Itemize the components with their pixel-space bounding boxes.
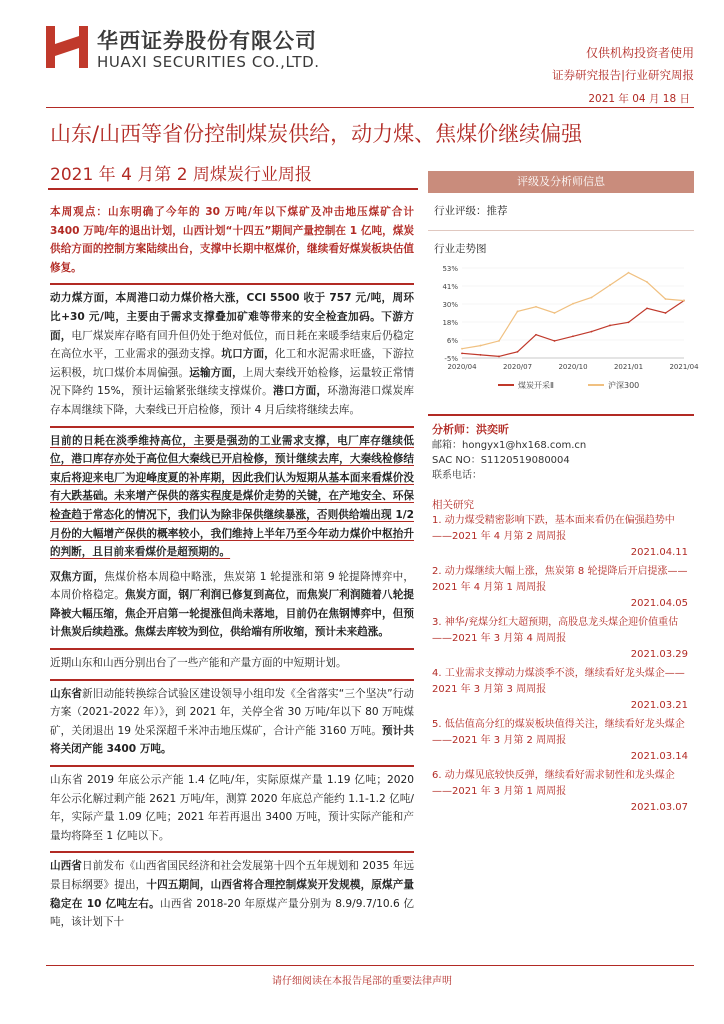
port-lead: 港口方面， — [273, 385, 328, 398]
data-point — [628, 321, 630, 323]
analyst-name: 分析师：洪奕昕 — [432, 423, 509, 436]
policy-intro-text: 近期山东和山西分别出台了一些产能和产量方面的中短期计划。 — [50, 657, 347, 670]
paragraph-shandong-capacity — [50, 765, 414, 845]
series-line-1 — [462, 301, 684, 357]
shanxi-lead: 山西省 — [50, 860, 82, 873]
related-date: 2021.04.11 — [630, 547, 688, 558]
paragraph-viewpoint — [50, 203, 414, 277]
data-point — [535, 306, 537, 308]
paragraph-outlook — [50, 426, 414, 562]
paragraph-coking — [50, 568, 414, 642]
related-item[interactable]: 6. 动力煤见底较快反弹，继续看好需求韧性和龙头煤企——2021 年 3 月第 1 周周报 — [432, 770, 675, 797]
rating-label: 行业评级： — [434, 205, 487, 217]
report-date: 2021 年 04 月 18 日 — [588, 93, 690, 105]
shandong-text: 新旧动能转换综合试验区建设领导小组印发《全省落实“三个坚决”行动方案（2021-2022 年）》，到 2021 年，关停全省 30 万吨/年以下 80 万吨煤矿，关闭退出 19 处采深超千米冲击地压煤矿，合计产能 3160 万吨。 — [50, 687, 415, 737]
legend-label: 煤炭开采Ⅱ — [518, 381, 554, 390]
x-tick-label: 2020/10 — [558, 363, 588, 371]
coking-bold: 焦炭方面，钢厂利润已修复到高位，而焦炭厂利润随着八轮提降被大幅压缩，焦企开启第一轮提涨但尚未落地，目前仍在焦钢博弈中，但预计焦炭后续趋涨。焦煤去库较为到位，供给端有所收缩，预计未来趋涨。 — [50, 589, 415, 639]
y-tick-label: 30% — [442, 301, 458, 309]
shandong-lead: 山东省 — [50, 687, 83, 700]
data-point — [554, 312, 556, 314]
company-logo — [46, 26, 88, 68]
shandong-capacity-text: 山东省 2019 年底公示产能 1.4 亿吨/年，实际原煤产量 1.19 亿吨；2020 年公示化解过剩产能 2621 万吨/年，测算 2020 年底总产能约 1.1-1.2 亿吨/年，实际产量 1.09 亿吨；2021 年若再退出 3400 万吨，预计实际产能和产量均将降至 1 亿吨以下。 — [50, 774, 414, 842]
viewpoint-text: 山东明确了今年的 30 万吨/年以下煤矿及冲击地压煤矿合计 3400 万吨/年的退出计划，山西计划“十四五”期间产量控制在 1 亿吨，煤炭供给方面的控制方案陆续出台，支撑中长期中枢煤价，继续看好煤炭板块估值修复。 — [50, 206, 414, 274]
related-research-title: 相关研究 — [432, 499, 474, 511]
data-point — [517, 351, 519, 353]
y-tick-label: -5% — [444, 355, 458, 363]
data-point — [591, 331, 593, 333]
legal-notice[interactable]: 请仔细阅读在本报告尾部的重要法律声明 — [272, 976, 452, 987]
audience-note: 仅供机构投资者使用 — [585, 46, 694, 60]
legend-label: 沪深300 — [608, 381, 640, 390]
shandong-bold: 预计共将关闭产能 3400 万吨。 — [50, 724, 414, 756]
port-text: 环渤海港口煤炭库存本周继续下降，大秦线已开启检修，预计 4 月后续将继续去库。 — [50, 385, 415, 416]
thermal-lead: 动力煤方面， — [50, 292, 116, 305]
trend-label: 行业走势图 — [434, 243, 487, 255]
coking-lead: 双焦方面， — [50, 570, 105, 583]
y-tick-label: 6% — [446, 337, 458, 345]
shanxi-bold: 十四五期间，山西省将合理控制煤炭开发规模，原煤产量稳定在 10 亿吨左右。 — [50, 879, 415, 910]
pithead-lead: 坑口方面， — [221, 348, 275, 361]
data-point — [461, 352, 463, 354]
data-point — [628, 272, 630, 274]
data-point — [609, 284, 611, 286]
analyst-phone: 联系电话： — [432, 470, 482, 481]
report-type: 证券研究报告|行业研究周报 — [552, 68, 694, 82]
data-point — [572, 303, 574, 305]
shanxi-text-2: 山西省 2018-20 年原煤产量分别为 8.9/9.7/10.6 亿吨，该计划下十 — [50, 897, 414, 929]
data-point — [461, 348, 463, 350]
data-point — [646, 307, 648, 309]
trend-chart — [428, 260, 699, 400]
data-point — [480, 354, 482, 356]
paragraph-shandong — [50, 679, 414, 759]
main-body — [50, 203, 414, 938]
data-point — [535, 334, 537, 336]
related-item[interactable]: 1. 动力煤受精密影响下跌，基本面来看仍在偏强趋势中——2021 年 4 月第 2 周周报 — [432, 515, 675, 542]
coking-text: 焦煤价格本周稳中略涨，焦炭第 1 轮提涨和第 9 轮提降博弈中，本周价格稳定。 — [50, 570, 415, 602]
x-tick-label: 2021/01 — [613, 363, 644, 371]
data-point — [572, 335, 574, 337]
rating-header: 评级及分析师信息 — [428, 171, 694, 193]
data-point — [498, 340, 500, 342]
data-point — [517, 311, 519, 313]
data-point — [609, 325, 611, 327]
related-item[interactable]: 3. 神华/兖煤分红大超预期，高股息龙头煤企迎价值重估——2021 年 3 月第 4 周周报 — [432, 617, 679, 644]
related-date: 2021.03.14 — [630, 751, 688, 762]
viewpoint-lead: 本周观点： — [50, 206, 108, 218]
outlook-text: 目前的日耗在淡季维持高位，主要是强劲的工业需求支撑，电厂库存继续低位，港口库存亦处于高位但大秦线已开启检修，预计继续去库，大秦线检修结束后将迎来电厂为迎峰度夏的补库期，因此我们认为短期从基本面来看煤价没有大跌基础。未来增产保供的落实程度是煤价走势的关键，在产地安全、环保检查趋于常态化的情况下，我们认为除非保供继续暴涨，否则供给端出现 1/2 月份的大幅增产保供的概率较小，我们维持上半年乃至今年动力煤价中枢抬升的判断，且目前来看煤价是超预期的。 — [50, 434, 414, 559]
related-item[interactable]: 2. 动力煤继续大幅上涨，焦炭第 8 轮提降后开启提涨——2021 年 4 月第 1 周周报 — [432, 566, 688, 593]
related-research-list — [428, 513, 694, 815]
analyst-sac: SAC NO：S1120519080004 — [432, 455, 570, 466]
y-tick-label: 41% — [442, 283, 458, 291]
data-point — [498, 356, 500, 358]
paragraph-policy-intro — [50, 648, 414, 673]
footer-divider — [46, 965, 694, 966]
sidebar — [428, 171, 699, 819]
thermal-bold: 本周港口动力煤价格大涨，CCI 5500 收于 757 元/吨，周环比+30 元/吨，主要由于需求支撑叠加矿难等带来的安全检查加码。 — [50, 292, 414, 323]
data-point — [683, 300, 685, 302]
x-tick-label: 2021/04 — [669, 363, 699, 371]
related-item[interactable]: 5. 低估值高分红的煤炭板块值得关注，继续看好龙头煤企——2021 年 3 月第 2 周周报 — [432, 719, 685, 746]
x-tick-label: 2020/04 — [447, 363, 477, 371]
rating-row — [428, 193, 694, 231]
company-name-en: HUAXI SECURITIES CO.,LTD. — [97, 53, 320, 71]
pithead-text: 化工和水泥需求旺盛，下游拉运积极，坑口煤价本周偏强。 — [50, 348, 415, 379]
header-divider — [46, 107, 694, 108]
downstream-lead: 下游方面， — [50, 310, 414, 342]
page-subtitle: 2021 年 4 月第 2 周煤炭行业周报 — [50, 165, 312, 185]
downstream-text: 电厂煤炭库存略有回升但仍处于绝对低位，而日耗在来暖季结束后仍稳定在高位水平，工业需求的强劲支撑。 — [50, 329, 415, 361]
paragraph-thermal-coal — [50, 283, 414, 419]
related-date: 2021.03.21 — [630, 700, 688, 711]
rating-value: 推荐 — [486, 205, 508, 217]
related-date: 2021.04.05 — [630, 598, 688, 609]
paragraph-shanxi — [50, 851, 414, 931]
analyst-email[interactable]: 邮箱：hongyx1@hx168.com.cn — [432, 440, 587, 451]
y-tick-label: 53% — [442, 265, 458, 273]
related-date: 2021.03.29 — [630, 649, 688, 660]
company-name-cn: 华西证券股份有限公司 — [97, 29, 317, 53]
x-tick-label: 2020/07 — [502, 363, 533, 371]
series-line-2 — [462, 273, 684, 349]
transport-text: 上周大秦线开始检修，运量较正常情况下降约 15%，预计运输紧张继续支撑煤价。 — [50, 366, 415, 398]
related-item[interactable]: 4. 工业需求支撑动力煤淡季不淡，继续看好龙头煤企——2021 年 3 月第 3 周周报 — [432, 668, 685, 695]
transport-lead: 运输方面， — [189, 366, 243, 379]
data-point — [554, 340, 556, 342]
shanxi-text: 日前发布《山西省国民经济和社会发展第十四个五年规划和 2035 年远景目标纲要》提出， — [50, 860, 414, 891]
analyst-block — [428, 414, 694, 483]
data-point — [665, 298, 667, 300]
data-point — [591, 297, 593, 299]
data-point — [480, 345, 482, 347]
page-title: 山东/山西等省份控制煤炭供给，动力煤、焦煤价继续偏强 — [50, 122, 583, 146]
data-point — [665, 312, 667, 314]
related-date: 2021.03.07 — [630, 802, 688, 813]
y-tick-label: 18% — [442, 319, 458, 327]
data-point — [646, 281, 648, 283]
subtitle-divider — [48, 188, 418, 190]
